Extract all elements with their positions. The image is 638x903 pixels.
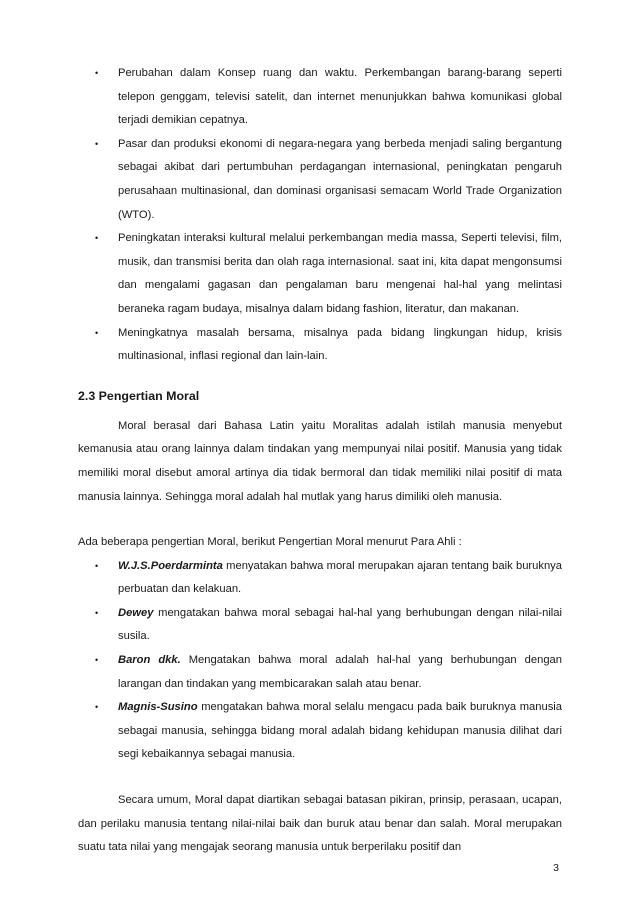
bullet-icon: •: [95, 702, 99, 713]
bullet-icon: •: [95, 68, 99, 78]
globalization-list: [78, 62, 562, 369]
section-heading: 2.3 Pengertian Moral: [78, 388, 200, 403]
list-item: • Dewey mengatakan bahwa moral sebagai hal-hal yang berhubungan dengan nilai-nilai susila.: [78, 602, 562, 649]
list-item: • Pasar dan produksi ekonomi di negara-negara yang berbeda menjadi saling bergantung sebagai akibat dari pertumbuhan perdagangan internasional, peningkatan pengaruh perusahaan multinasional, dan dominasi organisasi semacam World Trade Organization (WTO).: [78, 133, 562, 227]
moral-definition-paragraph: Moral berasal dari Bahasa Latin yaitu Moralitas adalah istilah manusia menyebut kemanusia atau orang lainnya dalam tindakan yang mempunyai nilai positif. Manusia yang tidak memiliki moral disebut amoral artinya dia tidak bermoral dan tidak memiliki nilai positif di mata manusia lainnya. Sehingga moral adalah hal mutlak yang harus dimiliki oleh manusia.: [78, 419, 562, 503]
list-item: • Meningkatnya masalah bersama, misalnya pada bidang lingkungan hidup, krisis multinasional, inflasi regional dan lain-lain.: [78, 322, 562, 369]
bullet-icon: •: [95, 233, 99, 244]
page-content: [78, 62, 562, 860]
expert-name: Magnis-Susino: [118, 701, 198, 714]
list-item: • Perubahan dalam Konsep ruang dan waktu. Perkembangan barang-barang seperti telepon genggam, televisi satelit, dan internet menunjukkan bahwa komunikasi global terjadi demikian cepatnya.: [78, 62, 562, 133]
bullet-icon: •: [95, 560, 99, 571]
expert-name: Dewey: [118, 606, 154, 619]
bullet-icon: •: [95, 327, 99, 338]
list-item: • W.J.S.Poerdarminta menyatakan bahwa moral merupakan ajaran tentang baik buruknya perbuatan dan kelakuan.: [78, 555, 562, 602]
moral-general-paragraph: Secara umum, Moral dapat diartikan sebagai batasan pikiran, prinsip, perasaan, ucapan, dan perilaku manusia tentang nilai-nilai baik dan buruk atau benar dan salah. Moral merupakan suatu tata nilai yang mengajak seorang manusia untuk berperilaku positif dan: [78, 794, 562, 854]
expert-name: W.J.S.Poerdarminta: [118, 559, 223, 572]
bullet-icon: •: [95, 138, 99, 149]
expert-name: Baron dkk.: [118, 654, 181, 667]
experts-list: [78, 555, 562, 767]
experts-intro: Ada beberapa pengertian Moral, berikut Pengertian Moral menurut Para Ahli :: [78, 536, 462, 549]
list-item: • Baron dkk. Mengatakan bahwa moral adalah hal-hal yang berhubungan dengan larangan dan tindakan yang membicarakan salah atau benar.: [78, 649, 562, 696]
page-number: 3: [553, 862, 559, 874]
list-item: • Magnis-Susino mengatakan bahwa moral selalu mengacu pada baik buruknya manusia sebagai manusia, sehingga bidang moral adalah bidang kehidupan manusia dilihat dari segi kebaikannya sebagai manusia.: [78, 696, 562, 767]
bullet-icon: •: [95, 607, 99, 618]
bullet-icon: •: [95, 655, 99, 666]
list-item: • Peningkatan interaksi kultural melalui perkembangan media massa, Seperti televisi, film, musik, dan transmisi berita dan olah raga internasional. saat ini, kita dapat mengonsumsi dan mengalami gagasan dan pengalaman baru mengenai hal-hal yang melintasi beraneka ragam budaya, misalnya dalam bidang fashion, literatur, dan makanan.: [78, 227, 562, 321]
